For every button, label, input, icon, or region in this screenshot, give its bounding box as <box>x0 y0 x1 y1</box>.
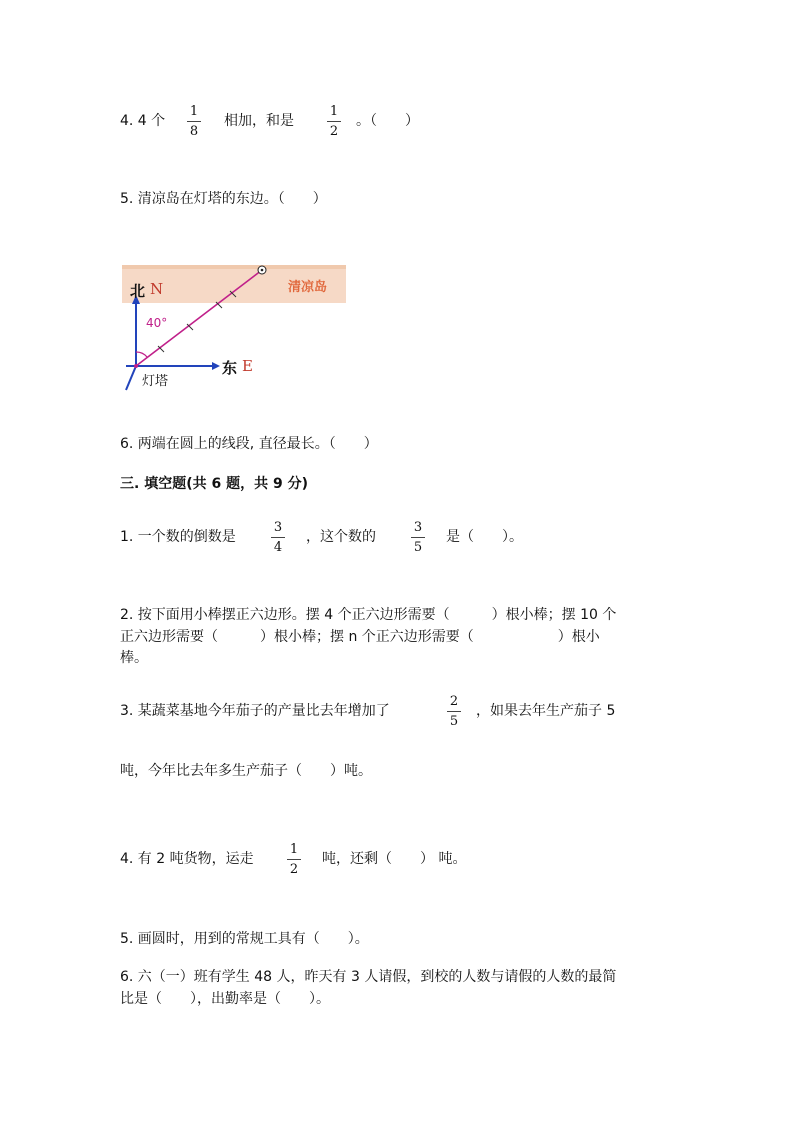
fraction-denominator: 4 <box>273 540 283 555</box>
fraction-bar <box>271 537 285 538</box>
fraction-numerator: 1 <box>329 104 339 119</box>
east-letter: E <box>242 357 253 375</box>
f5-text: 5. 画圆时，用到的常规工具有（ ）。 <box>120 931 369 947</box>
q4-fraction-1 <box>186 104 202 139</box>
f6-line-1: 6. 六（一）班有学生 48 人，昨天有 3 人请假，到校的人数与请假的人数的最简 <box>120 969 617 985</box>
f6-line-2: 比是（ ），出勤率是（ ）。 <box>120 991 330 1007</box>
q4-suffix: 。（ ） <box>356 113 419 129</box>
fraction-bar <box>447 711 461 712</box>
fraction-denominator: 2 <box>289 862 299 877</box>
f3-fraction <box>446 694 462 729</box>
fraction-denominator: 5 <box>449 714 459 729</box>
east-arrow-icon <box>212 362 220 370</box>
fraction-denominator: 8 <box>189 124 199 139</box>
f4-fraction <box>286 842 302 877</box>
fraction-bar <box>327 121 341 122</box>
q6-text: 6. 两端在圆上的线段, 直径最长。（ ） <box>120 436 378 452</box>
north-label: 北 <box>130 282 146 300</box>
origin-point <box>134 364 138 368</box>
fraction-bar <box>187 121 201 122</box>
lighthouse-label: 灯塔 <box>142 374 169 389</box>
f4-suffix: 吨，还剩（ ） 吨。 <box>322 851 467 867</box>
q4-fraction-2 <box>326 104 342 139</box>
f1-fraction-2 <box>410 520 426 555</box>
f3-suffix: ，如果去年生产茄子 5 <box>476 703 616 719</box>
island-label: 清凉岛 <box>288 280 328 295</box>
fraction-numerator: 3 <box>413 520 423 535</box>
fraction-numerator: 3 <box>273 520 283 535</box>
f1-suffix: 是（ ）。 <box>446 529 523 545</box>
fraction-bar <box>287 859 301 860</box>
f3-prefix: 3. 某蔬菜基地今年茄子的产量比去年增加了 <box>120 703 390 719</box>
q4-prefix: 4. 4 个 <box>120 113 166 129</box>
q4-middle-text: 相加，和是 <box>224 113 294 129</box>
f2-line-1: 2. 按下面用小棒摆正六边形。摆 4 个正六边形需要（ ）根小棒；摆 10 个 <box>120 607 617 623</box>
section-heading: 三. 填空题(共 6 题，共 9 分) <box>120 476 308 492</box>
fraction-denominator: 5 <box>413 540 423 555</box>
f4-prefix: 4. 有 2 吨货物，运走 <box>120 851 254 867</box>
fraction-numerator: 1 <box>189 104 199 119</box>
f2-line-2: 正六边形需要（ ）根小棒；摆 n 个正六边形需要（ ）根小 <box>120 629 600 645</box>
island-point-dot <box>261 269 264 272</box>
f1-prefix: 1. 一个数的倒数是 <box>120 529 236 545</box>
angle-label: 40° <box>146 316 168 330</box>
fraction-denominator: 2 <box>329 124 339 139</box>
angle-arc <box>136 352 147 357</box>
fraction-numerator: 2 <box>449 694 459 709</box>
island-band-top <box>122 265 346 269</box>
lighthouse-compass-diagram <box>118 262 350 394</box>
south-axis-stub <box>126 366 136 390</box>
f1-middle-text: ，这个数的 <box>306 529 376 545</box>
fraction-bar <box>411 537 425 538</box>
north-letter: N <box>150 280 164 298</box>
f1-fraction-1 <box>270 520 286 555</box>
fraction-numerator: 1 <box>289 842 299 857</box>
east-label: 东 <box>222 359 238 377</box>
q5-text: 5. 清凉岛在灯塔的东边。（ ） <box>120 191 327 207</box>
f3-line-2: 吨，今年比去年多生产茄子（ ）吨。 <box>120 763 372 779</box>
f2-line-3: 棒。 <box>120 650 148 666</box>
